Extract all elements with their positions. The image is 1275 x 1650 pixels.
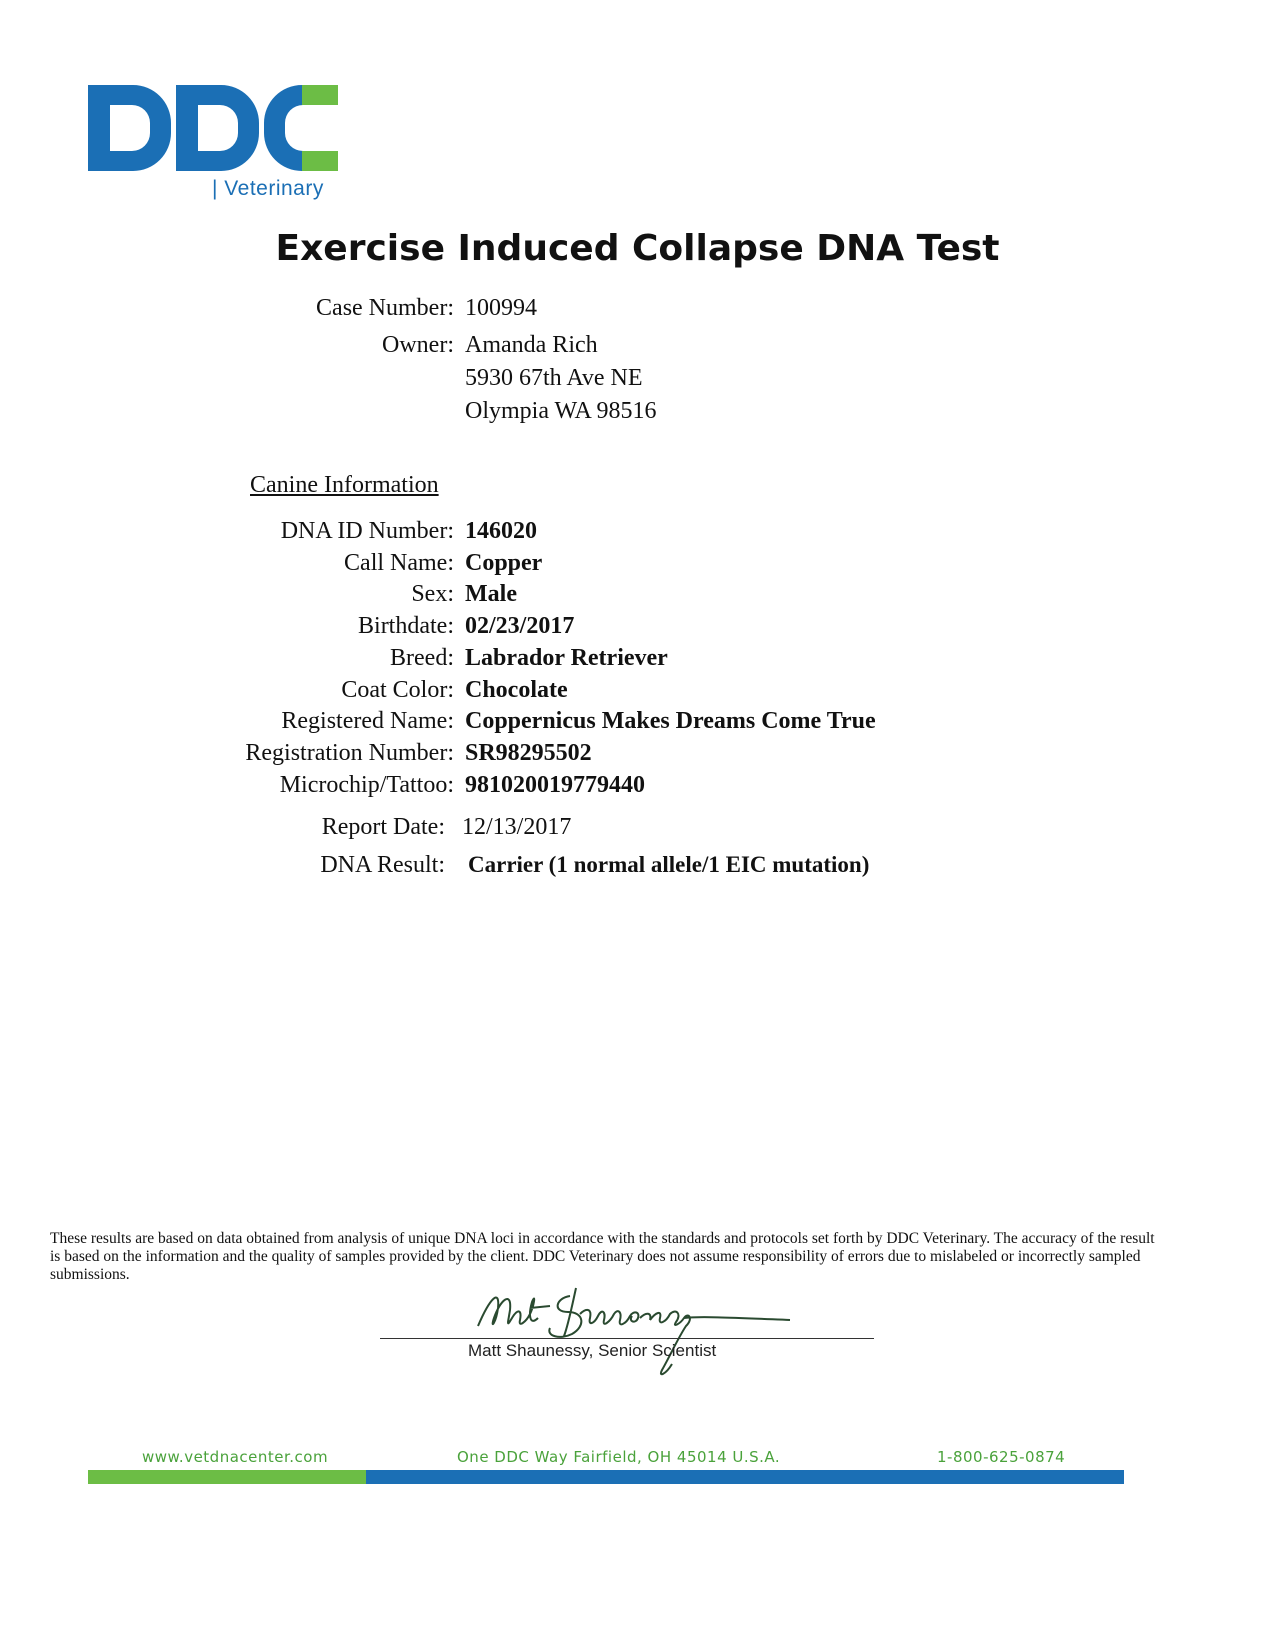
canine-field-label: Sex: <box>411 581 454 607</box>
canine-field-value: 981020019779440 <box>465 772 645 798</box>
canine-field-value: Chocolate <box>465 677 568 703</box>
logo-subtitle: | Veterinary <box>212 177 324 200</box>
canine-field-value: SR98295502 <box>465 740 592 766</box>
signature-line <box>380 1338 874 1339</box>
owner-address2: Olympia WA 98516 <box>465 398 657 424</box>
ddc-logo <box>88 85 348 205</box>
owner-address1: 5930 67th Ave NE <box>465 365 643 391</box>
canine-field-label: Coat Color: <box>341 677 454 703</box>
canine-field-value: Copper <box>465 550 543 576</box>
signatory-name: Matt Shaunessy, Senior Scientist <box>468 1341 717 1360</box>
canine-field-label: DNA ID Number: <box>280 518 454 544</box>
owner-name: Amanda Rich <box>465 332 598 358</box>
canine-field-value: 146020 <box>465 518 537 544</box>
dna-result-value: Carrier (1 normal allele/1 EIC mutation) <box>468 852 870 877</box>
canine-field-value: Coppernicus Makes Dreams Come True <box>465 708 876 734</box>
signature-block <box>380 1278 880 1378</box>
case-number-value: 100994 <box>465 295 537 321</box>
canine-information-heading: Canine Information <box>250 472 439 498</box>
ddc-logo-mark <box>88 85 348 175</box>
page-title: Exercise Induced Collapse DNA Test <box>275 228 1000 269</box>
canine-field-label: Breed: <box>390 645 454 671</box>
canine-field-value: Male <box>465 581 517 607</box>
footer-address: One DDC Way Fairfield, OH 45014 U.S.A. <box>457 1448 781 1466</box>
canine-field-label: Call Name: <box>344 550 454 576</box>
canine-field-label: Birthdate: <box>358 613 454 639</box>
report-date-label: Report Date: <box>321 814 445 840</box>
report-date-value: 12/13/2017 <box>462 814 572 840</box>
footer-bar-green <box>88 1470 366 1484</box>
handwritten-signature <box>460 1278 820 1388</box>
disclaimer-text: These results are based on data obtained from analysis of unique DNA loci in accordance with the standards and protocols set forth by DDC Veterinary. The accuracy of the result is based on the information and the quality of samples provided by the client. DDC Veterinary does not assume responsibility of errors due to mislabeled or incorrectly sampled submissions. <box>50 1230 1155 1283</box>
footer-phone: 1-800-625-0874 <box>937 1448 1066 1466</box>
dna-result-label: DNA Result: <box>320 852 445 878</box>
owner-label: Owner: <box>382 332 454 358</box>
canine-field-label: Registration Number: <box>245 740 454 766</box>
canine-field-value: 02/23/2017 <box>465 613 575 639</box>
footer-website: www.vetdnacenter.com <box>142 1448 329 1466</box>
canine-field-label: Microchip/Tattoo: <box>279 772 454 798</box>
canine-field-label: Registered Name: <box>281 708 454 734</box>
footer-bar-blue <box>366 1470 1124 1484</box>
footer-contact <box>0 1448 1275 1472</box>
case-number-label: Case Number: <box>316 295 454 321</box>
canine-field-value: Labrador Retriever <box>465 645 668 671</box>
